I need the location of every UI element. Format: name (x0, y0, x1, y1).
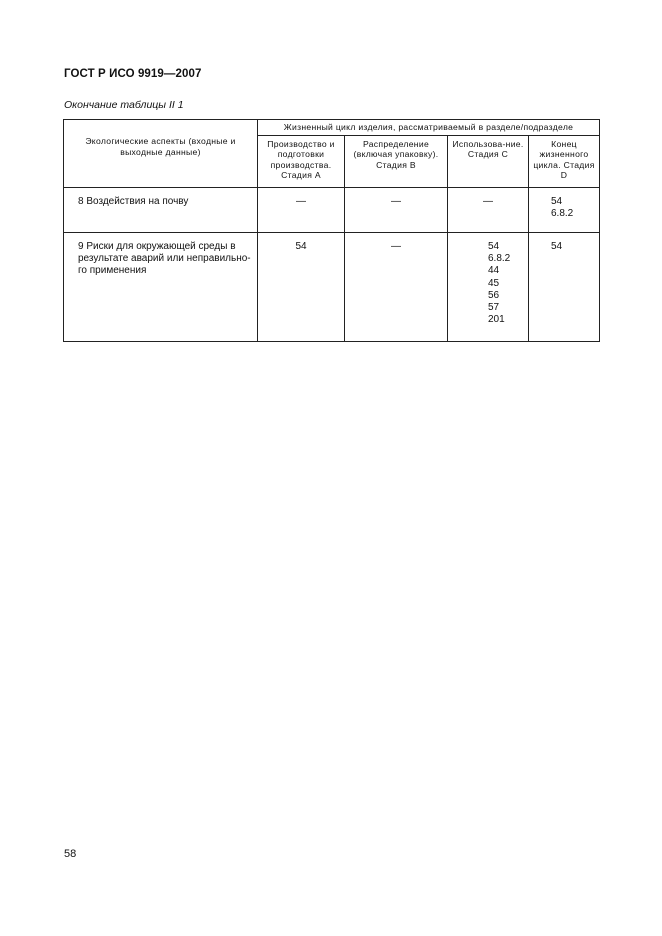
header-environmental-aspects (64, 120, 258, 188)
stage-a-value: 54 (258, 233, 345, 342)
header-stage-c-text: Использова-ние. Стадия C (452, 139, 524, 160)
header-stage-b (345, 136, 448, 188)
stage-d-value (529, 233, 600, 342)
stage-c-value (448, 233, 529, 342)
header-stage-a (258, 136, 345, 188)
header-stage-c (448, 136, 529, 188)
stage-a-value: — (258, 188, 345, 233)
stage-c-item: 44 (488, 265, 500, 277)
header-stage-d-text: Конец жизненного цикла. Стадия D (533, 139, 595, 181)
header-aspects-text: Экологические аспекты (входные и выходные данные) (85, 136, 236, 157)
table-row (64, 188, 600, 233)
stage-c-item: — (483, 196, 493, 207)
stage-c-item: 45 (488, 277, 500, 289)
header-lifecycle-text: Жизненный цикл изделия, рассматриваемый в разделе/подразделе (283, 122, 574, 133)
stage-b-value: — (345, 233, 448, 342)
page-number: 58 (64, 848, 77, 860)
header-stage-d (529, 136, 600, 188)
header-stage-a-text: Производство и подготовки производства. Стадия A (267, 139, 335, 181)
stage-c-value (448, 188, 529, 233)
table-row (64, 233, 600, 342)
stage-c-item: 54 (488, 241, 500, 252)
stage-c-item: 56 (488, 289, 500, 301)
row-label: 8 Воздействия на почву (64, 188, 258, 233)
stage-c-item: 57 (488, 302, 500, 314)
row-label: 9 Риски для окружающей среды в результате аварий или неправильно-го применения (64, 233, 258, 342)
table-caption: Окончание таблицы II 1 (64, 99, 184, 111)
stage-d-item: 6.8.2 (551, 208, 574, 220)
stage-c-item: 201 (488, 314, 505, 326)
stage-c-item: 6.8.2 (488, 253, 511, 265)
header-lifecycle (258, 120, 600, 136)
header-stage-b-text: Распределение (включая упаковку). Стадия B (353, 139, 439, 170)
stage-b-value: — (345, 188, 448, 233)
stage-d-item: 54 (551, 196, 563, 207)
stage-d-item: 54 (551, 241, 563, 252)
document-header: ГОСТ Р ИСО 9919—2007 (64, 68, 202, 80)
environmental-aspects-table (63, 119, 600, 342)
stage-d-value (529, 188, 600, 233)
